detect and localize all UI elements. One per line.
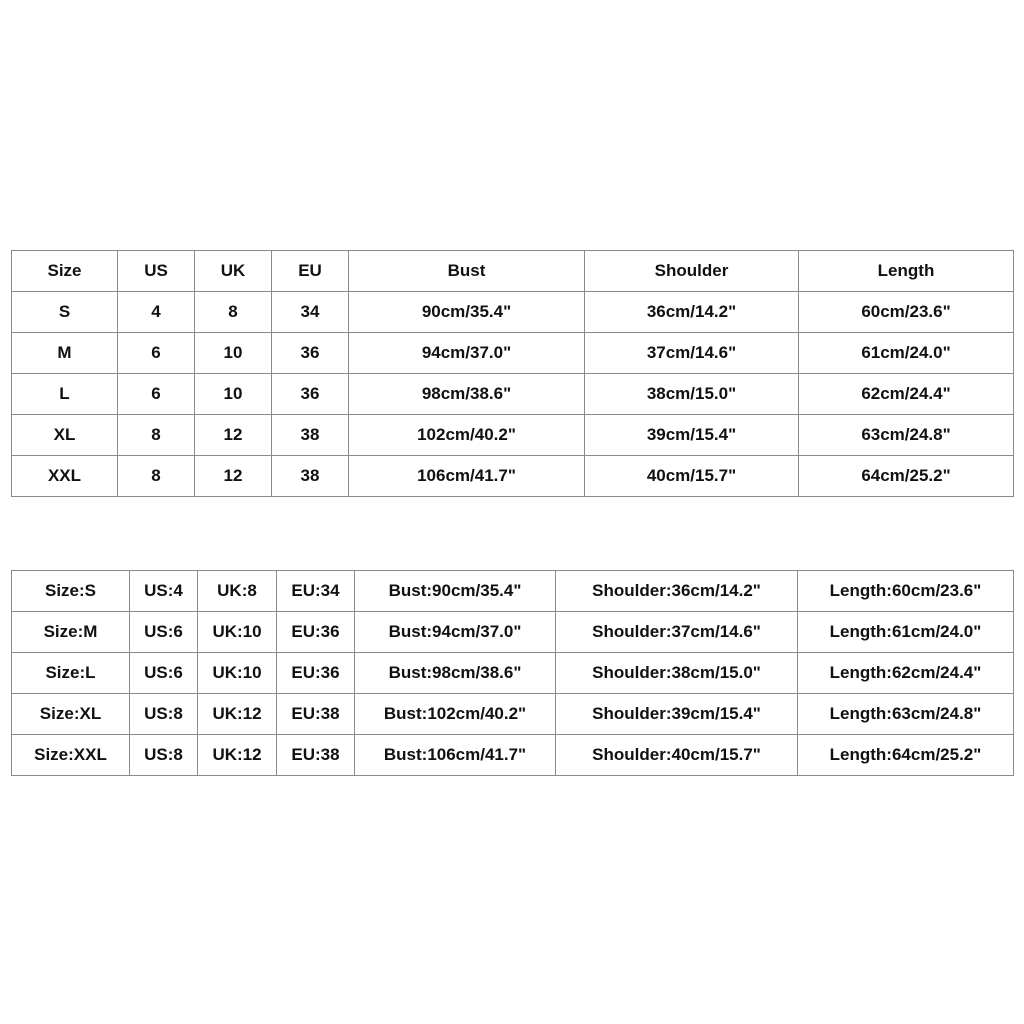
table-cell: Length:60cm/23.6" [798, 571, 1014, 612]
table-cell: Length:63cm/24.8" [798, 694, 1014, 735]
table-cell: 64cm/25.2" [799, 456, 1014, 497]
table-cell: Size:L [12, 653, 130, 694]
table-cell: Length:64cm/25.2" [798, 735, 1014, 776]
table-cell: M [12, 333, 118, 374]
header-cell: Shoulder [585, 251, 799, 292]
table-cell: 61cm/24.0" [799, 333, 1014, 374]
table-cell: 36 [272, 333, 349, 374]
table-cell: 8 [195, 292, 272, 333]
table-cell: Size:M [12, 612, 130, 653]
table-cell: UK:12 [198, 694, 277, 735]
table-cell: Length:61cm/24.0" [798, 612, 1014, 653]
table-cell: US:8 [130, 694, 198, 735]
table-cell: 8 [118, 456, 195, 497]
table-cell: UK:10 [198, 612, 277, 653]
table-cell: 12 [195, 415, 272, 456]
table-row [12, 292, 1014, 333]
table-cell: XXL [12, 456, 118, 497]
header-cell: US [118, 251, 195, 292]
table-cell: 6 [118, 333, 195, 374]
table-cell: XL [12, 415, 118, 456]
table-cell: 102cm/40.2" [349, 415, 585, 456]
table-cell: Shoulder:37cm/14.6" [556, 612, 798, 653]
table-cell: 10 [195, 333, 272, 374]
table-cell: Shoulder:39cm/15.4" [556, 694, 798, 735]
table-cell: 38 [272, 456, 349, 497]
table-row [12, 374, 1014, 415]
header-cell: Length [799, 251, 1014, 292]
table-row [12, 456, 1014, 497]
table-cell: US:6 [130, 653, 198, 694]
table-cell: UK:12 [198, 735, 277, 776]
table-cell: Length:62cm/24.4" [798, 653, 1014, 694]
table-cell: Size:XL [12, 694, 130, 735]
table-cell: Bust:94cm/37.0" [355, 612, 556, 653]
table-cell: 94cm/37.0" [349, 333, 585, 374]
table-row [12, 735, 1014, 776]
table-cell: 36cm/14.2" [585, 292, 799, 333]
table-row [12, 694, 1014, 735]
table-cell: L [12, 374, 118, 415]
table-cell: EU:36 [277, 612, 355, 653]
table-cell: 34 [272, 292, 349, 333]
table-cell: Size:S [12, 571, 130, 612]
table-cell: US:8 [130, 735, 198, 776]
header-cell: UK [195, 251, 272, 292]
table-cell: 12 [195, 456, 272, 497]
table-cell: 62cm/24.4" [799, 374, 1014, 415]
table-cell: Bust:90cm/35.4" [355, 571, 556, 612]
table-row [12, 571, 1014, 612]
table-cell: UK:8 [198, 571, 277, 612]
table-cell: 39cm/15.4" [585, 415, 799, 456]
table-cell: Shoulder:38cm/15.0" [556, 653, 798, 694]
table-cell: US:6 [130, 612, 198, 653]
table-cell: Shoulder:36cm/14.2" [556, 571, 798, 612]
table-cell: 38 [272, 415, 349, 456]
table-cell: US:4 [130, 571, 198, 612]
table-cell: 98cm/38.6" [349, 374, 585, 415]
table-cell: 37cm/14.6" [585, 333, 799, 374]
table-cell: Size:XXL [12, 735, 130, 776]
table-row [12, 653, 1014, 694]
table-cell: 38cm/15.0" [585, 374, 799, 415]
table-cell: 10 [195, 374, 272, 415]
table-cell: 40cm/15.7" [585, 456, 799, 497]
table-cell: 36 [272, 374, 349, 415]
table-cell: 8 [118, 415, 195, 456]
table-cell: EU:38 [277, 735, 355, 776]
table-cell: Bust:98cm/38.6" [355, 653, 556, 694]
size-chart-labeled-table [11, 570, 1014, 776]
table-cell: 4 [118, 292, 195, 333]
table-cell: 6 [118, 374, 195, 415]
table-row [12, 612, 1014, 653]
table-cell: Bust:102cm/40.2" [355, 694, 556, 735]
table-cell: EU:34 [277, 571, 355, 612]
header-cell: Size [12, 251, 118, 292]
size-chart-table [11, 250, 1014, 497]
table-cell: S [12, 292, 118, 333]
table-cell: EU:38 [277, 694, 355, 735]
header-cell: EU [272, 251, 349, 292]
table-header-row [12, 251, 1014, 292]
table-cell: 106cm/41.7" [349, 456, 585, 497]
table-cell: EU:36 [277, 653, 355, 694]
table-cell: Shoulder:40cm/15.7" [556, 735, 798, 776]
table-row [12, 415, 1014, 456]
header-cell: Bust [349, 251, 585, 292]
table-cell: UK:10 [198, 653, 277, 694]
table-row [12, 333, 1014, 374]
table-cell: Bust:106cm/41.7" [355, 735, 556, 776]
table-cell: 63cm/24.8" [799, 415, 1014, 456]
table-cell: 90cm/35.4" [349, 292, 585, 333]
table-cell: 60cm/23.6" [799, 292, 1014, 333]
